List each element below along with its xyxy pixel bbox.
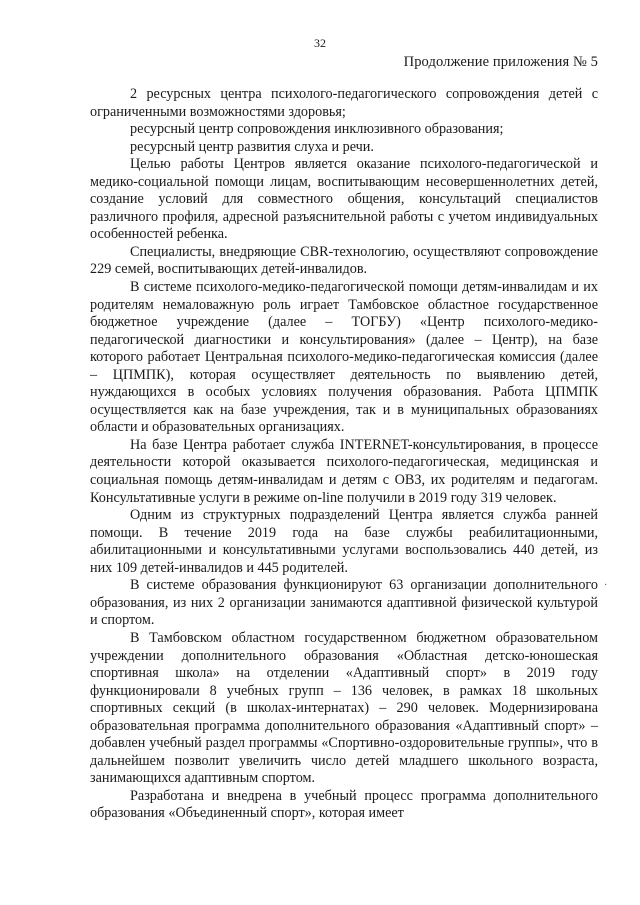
paragraph-early-help: Одним из структурных подразделений Центра является служба ранней помощи. В течение 2019 года на базе службы реабилитационными, абилитационными и консультативными услугами воспользовались 440 детей, из них 109 детей-инвалидов и 445 родителей. (90, 507, 598, 576)
paragraph-centers-goal: Целью работы Центров является оказание психолого-педагогической и медико-социальной помощи лицам, воспитывающим несовершеннолетних детей, создание условий для совместного общения, консультаций специалистов различного профиля, адресной разъяснительной работы с учетом индивидуальных особенностей ребенка. (90, 156, 598, 243)
body-text (90, 86, 598, 823)
paragraph-hearing-center: ресурсный центр развития слуха и речи. (130, 138, 374, 155)
page-number: 32 (314, 36, 326, 50)
paragraph-adaptive-sport: В Тамбовском областном государственном бюджетном образовательном учреждении дополнительного образования «Областная детско-юношеская спортивная школа» на отделении «Адаптивный спорт» в 2019 году функционировали 8 учебных групп – 136 человек, в рамках 18 школьных спортивных секций (в школах-интернатах) – 290 человек. Модернизирована образовательная программа дополнительного образования «Адаптивный спорт» – добавлен учебный раздел программы «Спортивно-оздоровительные группы», что в дальнейшем позволит увеличить число детей младшего школьного возраста, занимающихся адаптивным спортом. (90, 629, 598, 787)
paragraph-internet-consulting: На базе Центра работает служба INTERNET-консультирования, в процессе деятельности которой оказывается психолого-педагогическая, медицинская и социальная помощь детям-инвалидам и детям с ОВЗ, их родителям и педагогам. Консультативные услуги в режиме on-line получили в 2019 году 319 человек. (90, 436, 598, 506)
paragraph-pmpk-system: В системе психолого-медико-педагогической помощи детям-инвалидам и их родителям немаловажную роль играет Тамбовское областное государственное бюджетное учреждение (далее – ТОГБУ) «Центр психолого-медико-педагогической диагностики и консультирования» (далее – Центр), на базе которого работает Центральная психолого-медико-педагогическая комиссия (далее – ЦПМПК), которая осуществляет деятельность по выявлению детей, нуждающихся в особых условиях получения образования. Работа ЦПМПК осуществляется как на базе учреждения, так и в муниципальных образованиях области и образовательных организациях. (90, 279, 598, 436)
margin-dot: · (604, 580, 608, 591)
paragraph-resource-centers: 2 ресурсных центра психолого-педагогического сопровождения детей с ограниченными возможностями здоровья; (90, 86, 598, 120)
paragraph-additional-education: В системе образования функционируют 63 организации дополнительного образования, из них 2 организации занимаются адаптивной физической культурой и спортом. (90, 577, 598, 629)
paragraph-cbr-technology: Специалисты, внедряющие CBR-технологию, осуществляют сопровождение 229 семей, воспитывающих детей-инвалидов. (90, 243, 598, 278)
appendix-header: Продолжение приложения № 5 (403, 54, 598, 70)
paragraph-united-sport: Разработана и внедрена в учебный процесс программа дополнительного образования «Объединенный спорт», которая имеет (90, 787, 598, 822)
paragraph-inclusive-center: ресурсный центр сопровождения инклюзивного образования; (130, 121, 504, 138)
